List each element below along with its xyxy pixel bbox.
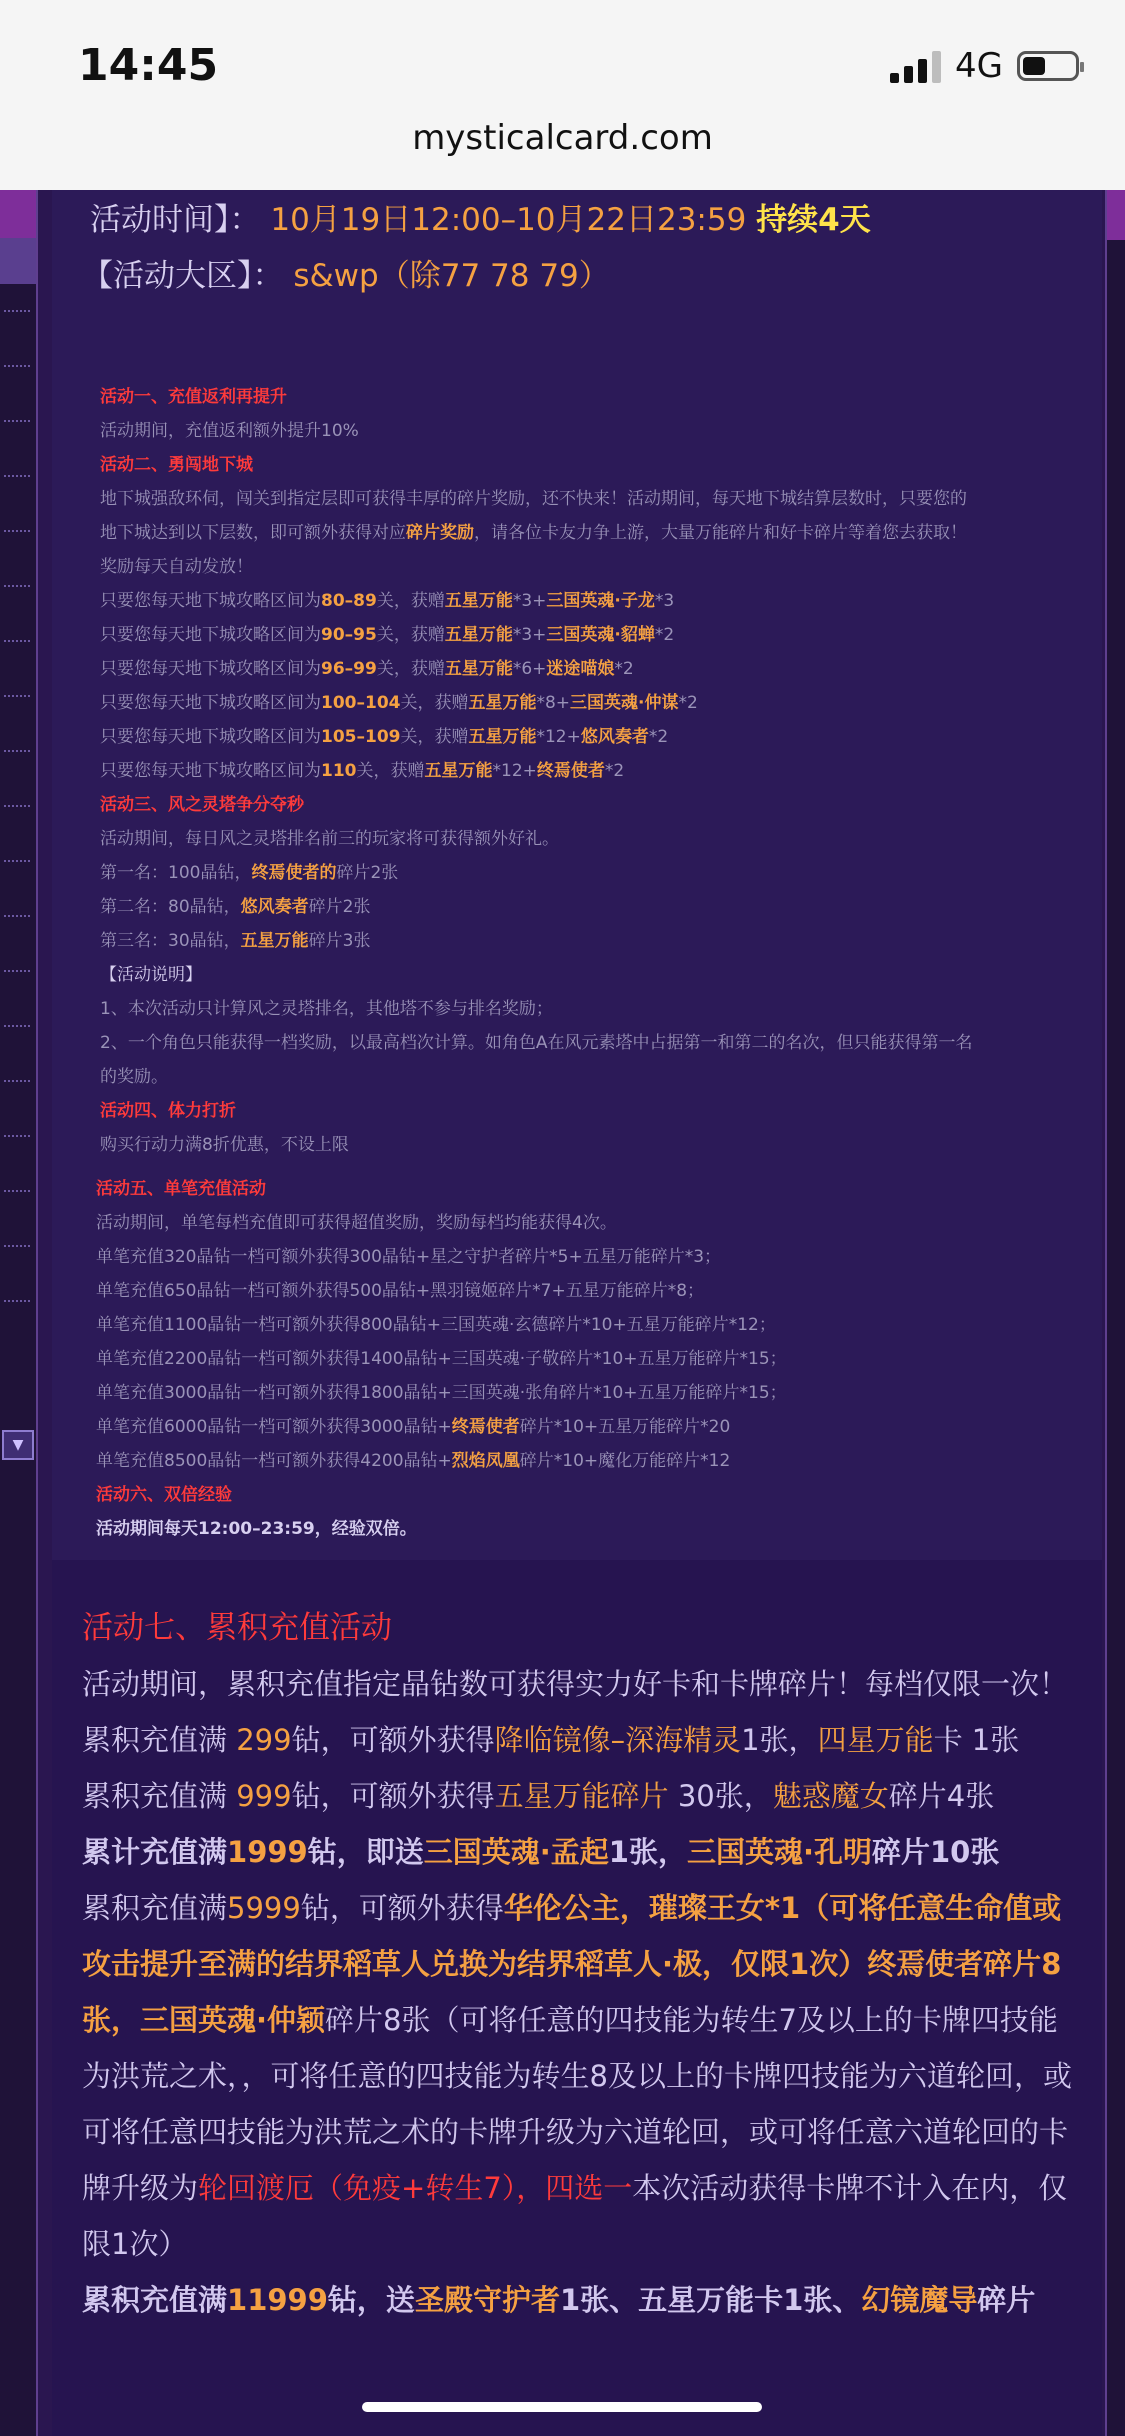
highlight: 碎片奖励 xyxy=(406,523,474,543)
frame-divider xyxy=(4,1245,30,1247)
card: 五星万能 xyxy=(444,591,513,611)
frame-divider xyxy=(4,365,30,367)
range: 100–104 xyxy=(321,693,401,713)
amount: 11999 xyxy=(227,2283,328,2317)
single-recharge-row xyxy=(96,1240,1076,1274)
text: 钻，可额外获得 xyxy=(291,1779,495,1813)
text: 钻，送 xyxy=(327,2283,415,2317)
text: 地下城达到以下层数，即可额外获得对应 xyxy=(100,523,406,543)
card: 烈焰凤凰 xyxy=(451,1451,520,1471)
act1-title: 活动一、充值返利再提升 xyxy=(100,387,287,407)
text: 关，获赠 xyxy=(400,727,469,747)
dungeon-reward-row xyxy=(100,652,1080,686)
frame-divider xyxy=(4,805,30,807)
text: 关，获赠 xyxy=(376,591,445,611)
cumulative-tier xyxy=(82,2272,1082,2328)
card: 三国英魂·孔明 xyxy=(686,1835,872,1869)
card: 五星万能碎片 xyxy=(494,1779,669,1813)
text: 第二名：80晶钻， xyxy=(100,897,241,917)
text: 累积充值满 xyxy=(82,1779,237,1813)
frame-divider xyxy=(4,970,30,972)
card: 悠风奏者 xyxy=(240,897,309,917)
dungeon-reward-row xyxy=(100,720,1080,754)
text: 碎片4张 xyxy=(888,1779,995,1813)
act2-desc xyxy=(100,516,1080,550)
text: *3 xyxy=(654,591,675,611)
card: 五星万能 xyxy=(444,659,513,679)
frame-accent xyxy=(0,190,36,240)
act4-title: 活动四、体力打折 xyxy=(100,1101,236,1121)
event-region-label: 【活动大区】： xyxy=(82,258,284,294)
text: 单笔充值320晶钻一档可额外获得300晶钻+星之守护者碎片*5+五星万能碎片*3； xyxy=(96,1247,722,1267)
card: 幻镜魔导 xyxy=(861,2283,978,2317)
text: 累计充值满 xyxy=(82,1835,228,1869)
act3-note: 的奖励。 xyxy=(100,1067,168,1087)
frame-divider xyxy=(4,1300,30,1302)
act6-desc: 活动期间每天12:00–23:59，经验双倍。 xyxy=(96,1519,417,1539)
card: 五星万能 xyxy=(424,761,493,781)
text: 第一名：100晶钻， xyxy=(100,863,252,883)
card: 轮回渡厄（免疫+转生7），四选一 xyxy=(198,2171,633,2205)
frame-divider xyxy=(4,860,30,862)
dungeon-reward-row xyxy=(100,584,1080,618)
signal-icon xyxy=(890,49,941,83)
card: 五星万能 xyxy=(444,625,513,645)
dungeon-reward-row xyxy=(100,686,1080,720)
text: 只要您每天地下城攻略区间为 xyxy=(100,693,321,713)
text: 关，获赠 xyxy=(376,659,445,679)
range: 80–89 xyxy=(321,591,377,611)
act4-desc: 购买行动力满8折优惠，不设上限 xyxy=(100,1135,349,1155)
card: 终焉使者的 xyxy=(251,863,337,883)
act2-title: 活动二、勇闯地下城 xyxy=(100,455,253,475)
event-time-value: 10月19日12:00–10月22日23:59 xyxy=(270,202,747,238)
card: 三国英魂·子龙 xyxy=(546,591,655,611)
act2-desc: 地下城强敌环伺，闯关到指定层即可获得丰厚的碎片奖励，还不快来！活动期间，每天地下城结算层数时，只要您的 xyxy=(100,489,967,509)
left-page-frame xyxy=(0,190,38,2436)
rank-row xyxy=(100,924,1080,958)
text: 单笔充值3000晶钻一档可额外获得1800晶钻+三国英魂·张角碎片*10+五星万能碎片*15； xyxy=(96,1383,787,1403)
status-indicators xyxy=(890,46,1079,86)
event-details-small-2 xyxy=(96,1172,1076,1546)
right-page-frame xyxy=(1105,190,1125,2436)
act5-title: 活动五、单笔充值活动 xyxy=(96,1179,266,1199)
text: 单笔充值8500晶钻一档可额外获得4200晶钻+ xyxy=(96,1451,452,1471)
event-time-line xyxy=(90,194,871,239)
card: 五星万能 xyxy=(240,931,309,951)
network-type: 4G xyxy=(955,46,1003,86)
act6-title: 活动六、双倍经验 xyxy=(96,1485,232,1505)
range: 90–95 xyxy=(321,625,377,645)
text: 单笔充值1100晶钻一档可额外获得800晶钻+三国英魂·玄德碎片*10+五星万能碎片*12； xyxy=(96,1315,776,1335)
text: 1张、五星万能卡1张、 xyxy=(559,2283,862,2317)
frame-divider xyxy=(4,640,30,642)
text: 第三名：30晶钻， xyxy=(100,931,241,951)
act7-intro: 活动期间，累积充值指定晶钻数可获得实力好卡和卡牌碎片！每档仅限一次！ xyxy=(82,1667,1069,1701)
text: 碎片 xyxy=(977,2283,1036,2317)
card: 终焉使者 xyxy=(451,1417,520,1437)
text: 钻，即送 xyxy=(307,1835,424,1869)
card: 四星万能 xyxy=(817,1723,934,1757)
card: 五星万能 xyxy=(468,693,537,713)
frame-accent xyxy=(1107,190,1125,240)
act7-title: 活动七、累积充值活动 xyxy=(82,1610,392,1646)
amount: 999 xyxy=(236,1779,292,1813)
text: *3+ xyxy=(512,591,547,611)
text: 只要您每天地下城攻略区间为 xyxy=(100,625,321,645)
text: *12+ xyxy=(492,761,537,781)
text: 钻，可额外获得 xyxy=(291,1723,495,1757)
text: 1张， xyxy=(741,1723,818,1757)
amount: 299 xyxy=(236,1723,292,1757)
text: *2 xyxy=(648,727,669,747)
frame-divider xyxy=(4,1190,30,1192)
cumulative-recharge-section xyxy=(82,1600,1082,2328)
act2-desc: 奖励每天自动发放！ xyxy=(100,557,253,577)
act3-desc: 活动期间，每日风之灵塔排名前三的玩家将可获得额外好礼。 xyxy=(100,829,559,849)
frame-divider xyxy=(4,695,30,697)
text: *2 xyxy=(614,659,634,679)
card: 三国英魂·孟起 xyxy=(423,1835,609,1869)
text: 单笔充值6000晶钻一档可额外获得3000晶钻+ xyxy=(96,1417,452,1437)
card: 悠风奏者 xyxy=(580,727,649,747)
text: 单笔充值650晶钻一档可额外获得500晶钻+黑羽镜姬碎片*7+五星万能碎片*8； xyxy=(96,1281,705,1301)
text: 累积充值满 xyxy=(82,1723,237,1757)
text: 卡 1张 xyxy=(933,1723,1020,1757)
frame-divider xyxy=(4,475,30,477)
cumulative-tier xyxy=(82,1768,1082,1824)
text: 1张， xyxy=(608,1835,687,1869)
range: 110 xyxy=(321,761,357,781)
card: 五星万能 xyxy=(468,727,537,747)
card: 魅惑魔女 xyxy=(772,1779,889,1813)
text: 累积充值满 xyxy=(82,2283,228,2317)
amount: 1999 xyxy=(227,1835,308,1869)
text: *3+ xyxy=(512,625,547,645)
text: 关，获赠 xyxy=(376,625,445,645)
frame-accent-2 xyxy=(0,238,36,284)
text: *2 xyxy=(604,761,625,781)
frame-divider xyxy=(4,530,30,532)
text: *6+ xyxy=(512,659,547,679)
single-recharge-row xyxy=(96,1274,1076,1308)
text: 碎片*10+五星万能碎片*20 xyxy=(519,1417,731,1437)
status-time: 14:45 xyxy=(78,40,219,91)
cumulative-tier xyxy=(82,1712,1082,1768)
text: *12+ xyxy=(536,727,581,747)
text: 关，获赠 xyxy=(400,693,469,713)
text: 碎片2张 xyxy=(308,897,371,917)
text: 累积充值满 xyxy=(82,1891,228,1925)
event-details-small xyxy=(100,380,1080,1162)
text: *2 xyxy=(678,693,698,713)
card: 降临镜像–深海精灵 xyxy=(494,1723,742,1757)
range: 105–109 xyxy=(321,727,401,747)
frame-divider xyxy=(4,1135,30,1137)
rank-row xyxy=(100,890,1080,924)
text: 只要您每天地下城攻略区间为 xyxy=(100,659,321,679)
text: 碎片8张（可将任意的四技能为转生7及以上的卡牌四技能为洪荒之术，，可将任意的四技能为转生8及以上的卡牌四技能为六道轮回，或可将任意四技能为洪荒之术的卡牌升级为六道轮回，或可将任意六道轮回的卡牌升级为 xyxy=(82,2003,1072,2205)
text: *2 xyxy=(654,625,675,645)
text: ，请各位卡友力争上游，大量万能碎片和好卡碎片等着您去获取！ xyxy=(474,523,967,543)
act3-note-title: 【活动说明】 xyxy=(100,965,202,985)
card: 终焉使者 xyxy=(536,761,605,781)
dungeon-reward-row xyxy=(100,618,1080,652)
frame-divider xyxy=(4,1025,30,1027)
single-recharge-row xyxy=(96,1308,1076,1342)
card: 圣殿守护者 xyxy=(414,2283,560,2317)
act3-note: 2、一个角色只能获得一档奖励，以最高档次计算。如角色A在风元素塔中占据第一和第二的名次，但只能获得第一名 xyxy=(100,1033,973,1053)
act3-note: 1、本次活动只计算风之灵塔排名，其他塔不参与排名奖励； xyxy=(100,999,553,1019)
event-region-line xyxy=(82,250,610,295)
status-bar xyxy=(0,0,1125,190)
text: 30张， xyxy=(668,1779,773,1813)
act1-desc: 活动期间，充值返利额外提升10% xyxy=(100,421,359,441)
event-region-value: s&wp（除77 78 79） xyxy=(293,258,610,294)
single-recharge-row xyxy=(96,1410,1076,1444)
dropdown-arrow-icon[interactable]: ▼ xyxy=(2,1430,34,1460)
text: 碎片2张 xyxy=(336,863,399,883)
cumulative-tier xyxy=(82,1824,1082,1880)
single-recharge-row xyxy=(96,1376,1076,1410)
text: 只要您每天地下城攻略区间为 xyxy=(100,761,321,781)
text: 关，获赠 xyxy=(356,761,425,781)
text: 碎片3张 xyxy=(308,931,371,951)
card: 华伦公主，璀璨王女*1（可将任意生命值或攻击提升至满的结界稻草人兑换为结界稻草人·极，仅限1次）终焉使者碎片8张，三国英魂·仲颖 xyxy=(82,1891,1062,2037)
act5-desc: 活动期间，单笔每档充值即可获得超值奖励，奖励每档均能获得4次。 xyxy=(96,1213,617,1233)
event-duration: 持续4天 xyxy=(756,202,871,238)
text: 钻，可额外获得 xyxy=(300,1891,504,1925)
text: 碎片10张 xyxy=(872,1835,1000,1869)
text: 碎片*10+魔化万能碎片*12 xyxy=(519,1451,731,1471)
frame-divider xyxy=(4,915,30,917)
single-recharge-row xyxy=(96,1342,1076,1376)
card: 三国英魂·仲谋 xyxy=(570,693,679,713)
act3-title: 活动三、风之灵塔争分夺秒 xyxy=(100,795,304,815)
battery-icon xyxy=(1017,51,1079,81)
cumulative-tier xyxy=(82,1880,1082,2272)
range: 96–99 xyxy=(321,659,377,679)
text: *8+ xyxy=(536,693,571,713)
rank-row xyxy=(100,856,1080,890)
text: 只要您每天地下城攻略区间为 xyxy=(100,591,321,611)
single-recharge-row xyxy=(96,1444,1076,1478)
frame-divider xyxy=(4,750,30,752)
home-indicator[interactable] xyxy=(362,2402,762,2412)
amount: 5999 xyxy=(227,1891,301,1925)
frame-divider xyxy=(4,310,30,312)
dungeon-reward-row xyxy=(100,754,1080,788)
card: 三国英魂·貂蝉 xyxy=(546,625,655,645)
event-time-label: 活动时间】： xyxy=(90,202,261,238)
text: 单笔充值2200晶钻一档可额外获得1400晶钻+三国英魂·子敬碎片*10+五星万能碎片*15； xyxy=(96,1349,787,1369)
text: 本次活动获得卡牌不计入在内，仅限1次） xyxy=(82,2171,1068,2261)
card: 迷途喵娘 xyxy=(546,659,615,679)
text: 只要您每天地下城攻略区间为 xyxy=(100,727,321,747)
address-bar-url[interactable]: mysticalcard.com xyxy=(412,118,713,158)
frame-divider xyxy=(4,420,30,422)
frame-divider xyxy=(4,1080,30,1082)
frame-divider xyxy=(4,585,30,587)
